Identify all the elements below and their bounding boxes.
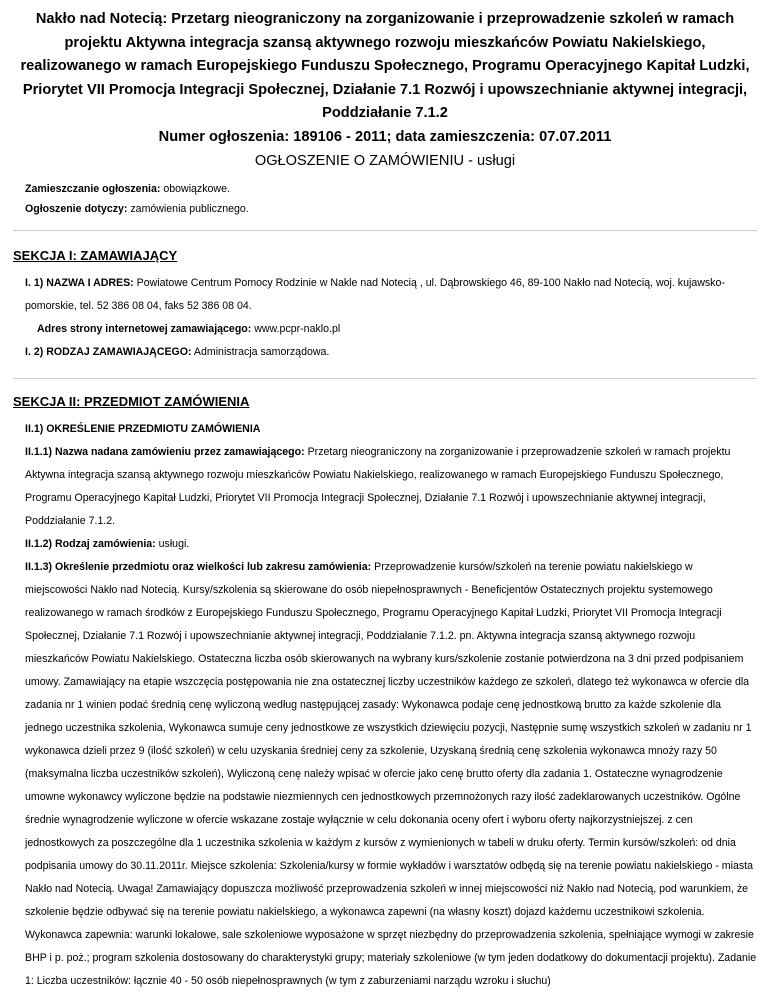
website-row — [25, 318, 757, 341]
notice-title: Nakło nad Notecią: Przetarg nieograniczony na zorganizowanie i przeprowadzenie szkoleń w ramach projektu Aktywna integracja szansą aktywnego rozwoju mieszkańców Powiatu Nakielskiego, realizowanego w ramach Europejskiego Funduszu Społecznego, Programu Operacyjnego Kapitał Ludzki, Priorytet VII Promocja Integracji Społecznej, Działanie 7.1 Rozwój i upowszechnianie aktywnej integracji, Poddziałanie 7.1.2 — [20, 11, 750, 122]
section1-heading: SEKCJA I: ZAMAWIAJĄCY — [13, 230, 757, 263]
website-label: Adres strony internetowej zamawiającego: — [37, 323, 252, 336]
notice-header — [13, 8, 757, 173]
placement-label: Zamieszczanie ogłoszenia: — [25, 183, 161, 196]
website-value: www.pcpr-naklo.pl — [251, 323, 341, 336]
subject-subheading — [25, 418, 757, 441]
notice-type: OGŁOSZENIE O ZAMÓWIENIU - usługi — [254, 152, 516, 169]
authority-type-label: I. 2) RODZAJ ZAMAWIAJĄCEGO: — [25, 346, 192, 359]
contracting-authority-name — [25, 272, 757, 318]
section1-body — [25, 272, 757, 364]
order-name-value: Przetarg nieograniczony na zorganizowanie i przeprowadzenie szkoleń w ramach projektu Aktywna integracja szansą aktywnego rozwoju mieszkańców Powiatu Nakielskiego, realizowanego w ramach Europejskiego Funduszu Społecznego, Programu Operacyjnego Kapitał Ludzki, Priorytet VII Promocja Integracji Społecznej, Działanie 7.1 Rozwój i upowszechnianie aktywnej integracji, Poddziałanie 7.1.2. — [25, 446, 731, 528]
concerns-label: Ogłoszenie dotyczy: — [25, 203, 128, 216]
concerns-row — [25, 203, 757, 216]
order-kind-label: II.1.2) Rodzaj zamówienia: — [25, 538, 156, 551]
authority-type-value: Administracja samorządowa. — [191, 346, 330, 359]
order-scope-row — [25, 556, 757, 993]
order-scope-value: Przeprowadzenie kursów/szkoleń na terenie powiatu nakielskiego w miejscowości Nakło nad Notecią. Kursy/szkolenia są skierowane do osób niepełnosprawnych - Beneficjentów Ostatecznych projektu systemowego realizowanego w ramach środków z Europejskiego Funduszu Społecznego, Programu Operacyjnego Kapitał Ludzki, Priorytet VII Promocja Integracji Społecznej, Działanie 7.1 Rozwój i upowszechnianie aktywnej integracji, Poddziałanie 7.1.2. pn. Aktywna integracja szansą aktywnego rozwoju mieszkańców Powiatu Nakielskiego. Ostateczna liczba osób skierowanych na wybrany kurs/szkolenie zostanie potwierdzona na 3 dni przed podpisaniem umowy. Zamawiający na etapie wszczęcia postępowania nie zna ostatecznej liczby uczestników każdego ze szkoleń, dlatego też wykonawca w ofercie dla zadania nr 1 winien podać średnią cenę wyliczoną według następującej zasady: Wykonawca podaje cenę jednostkową brutto za każde szkolenie dla jednego uczestnika szkolenia, Wykonawca sumuje ceny jednostkowe ze wszystkich dziewięciu pozycji, Następnie sumę wszystkich szkoleń w zadaniu nr 1 wykonawca dzieli przez 9 (ilość szkoleń) w celu uzyskania średniej ceny za szkolenie, Uzyskaną średnią cenę szkolenia wykonawca mnoży razy 50 (maksymalna liczba uczestników szkoleń), Wyliczoną cenę należy wpisać w ofercie jako cenę brutto oferty dla zadania 1. Ostateczne wynagrodzenie umowne wykonawcy wyliczone będzie na podstawie niezmiennych cen jednostkowych przemnożonych razy ilość zadeklarowanych uczestników. Ogólne średnie wynagrodzenie wyliczone w ofercie wskazane zostaje wyłącznie w celu dokonania oceny ofert i wyboru oferty najkorzystniejszej. z cen jednostkowych za poszczególne dla 1 uczestnika szkolenia w każdym z kursów z wymienionych w tabeli w druku oferty. Termin kursów/szkoleń: od dnia podpisania umowy do 30.11.2011r. Miejsce szkolenia: Szkolenia/kursy w formie wykładów i warsztatów odbędą się na terenie powiatu nakielskiego - miasta Nakło nad Notecią. Uwaga! Zamawiający dopuszcza możliwość przeprowadzenia szkoleń w innej miejscowości niż Nakło nad Notecią, pod warunkiem, że szkolenie będzie odbywać się na terenie powiatu nakielskiego, a wykonawca zapewni (na własny koszt) dojazd każdemu uczestnikowi szkolenia. Wykonawca zapewnia: warunki lokalowe, sale szkoleniowe wyposażone w sprzęt niezbędny do przeprowadzenia szkolenia, spełniające wymogi w zakresie BHP i p. poż.; program szkolenia dostosowany do charakterystyki grupy; materiały szkoleniowe (w tym jeden dodatkowy do dokumentacji projektu). Zadanie 1: Liczba uczestników: łącznie 40 - 50 osób niepełnosprawnych (w tym z zaburzeniami narządu wzroku i słuchu) — [25, 561, 757, 988]
section2-body — [25, 418, 757, 993]
authority-type-row — [25, 341, 757, 364]
order-kind-row — [25, 533, 757, 556]
order-name-row — [25, 441, 757, 533]
placement-row — [25, 183, 757, 196]
order-name-label: II.1.1) Nazwa nadana zamówieniu przez zamawiającego: — [25, 446, 305, 459]
placement-value: obowiązkowe. — [160, 183, 230, 196]
notice-number-line: Numer ogłoszenia: 189106 - 2011; data zamieszczenia: 07.07.2011 — [158, 128, 612, 145]
subject-subheading-text: II.1) OKREŚLENIE PRZEDMIOTU ZAMÓWIENIA — [25, 423, 261, 436]
concerns-value: zamówienia publicznego. — [127, 203, 249, 216]
order-kind-value: usługi. — [155, 538, 190, 551]
name-address-label: I. 1) NAZWA I ADRES: — [25, 277, 134, 290]
order-scope-label: II.1.3) Określenie przedmiotu oraz wielkości lub zakresu zamówienia: — [25, 561, 372, 574]
name-address-value: Powiatowe Centrum Pomocy Rodzinie w Nakle nad Notecią , ul. Dąbrowskiego 46, 89-100 Nakło nad Notecią, woj. kujawsko-pomorskie, tel. 52 386 08 04, faks 52 386 08 04. — [25, 277, 725, 313]
section2-heading: SEKCJA II: PRZEDMIOT ZAMÓWIENIA — [13, 378, 757, 409]
